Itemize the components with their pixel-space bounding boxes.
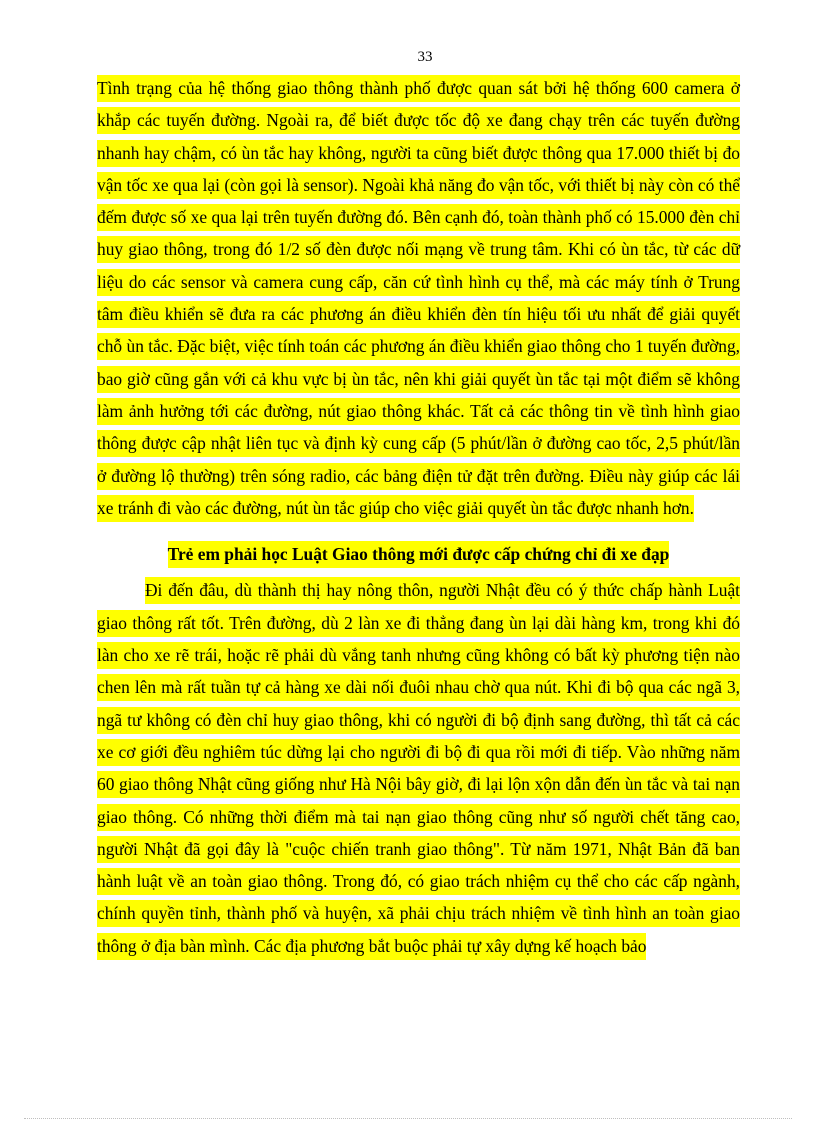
highlighted-text: Tình trạng của hệ thống giao thông thành phố được quan sát bởi hệ thống 600 camera ở khắp các tuyến đường. Ngoài ra, để biết được tốc độ xe đang chạy trên các tuyến đường nhanh hay chậm, có ùn tắc hay không, người ta cũng biết được thông qua 17.000 thiết bị đo vận tốc xe qua lại (còn gọi là sensor). Ngoài khả năng đo vận tốc, với thiết bị này còn có thể đếm được số xe qua lại trên tuyến đường đó. Bên cạnh đó, toàn thành phố có 15.000 đèn chỉ huy giao thông, trong đó 1/2 số đèn được nối mạng về trung tâm. Khi có ùn tắc, từ các dữ liệu do các sensor và camera cung cấp, căn cứ tình hình cụ thể, mà các máy tính ở Trung tâm điều khiển sẽ đưa ra các phương án điều khiển đèn tín hiệu tối ưu nhất để giải quyết chỗ ùn tắc. Đặc biệt, việc tính toán các phương án điều khiển giao thông cho 1 tuyến đường, bao giờ cũng gắn với cả khu vực bị ùn tắc, nên khi giải quyết ùn tắc tại một điểm sẽ không làm ảnh hưởng tới các đường, nút giao thông khác. Tất cả các thông tin về tình hình giao thông được cập nhật liên tục và định kỳ cung cấp (5 phút/lần ở đường cao tốc, 2,5 phút/lần ở đường lộ thường) trên sóng radio, các bảng điện tử đặt trên đường. Điều này giúp các lái xe tránh đi vào các đường, nút ùn tắc giúp cho việc giải quyết ùn tắc được nhanh hơn.	[97, 75, 740, 522]
paragraph-traffic-law	[97, 574, 740, 962]
page-number: 33	[417, 49, 433, 65]
highlighted-text: Đi đến đâu, dù thành thị hay nông thôn, người Nhật đều có ý thức chấp hành Luật giao thông rất tốt. Trên đường, dù 2 làn xe đi thẳng đang ùn lại dài hàng km, trong khi đó làn cho xe rẽ trái, hoặc rẽ phải dù vắng tanh nhưng cũng không có bất kỳ phương tiện nào chen lên mà rất tuần tự cả hàng xe dài nối đuôi nhau chờ qua nút. Khi đi bộ qua các ngã 3, ngã tư không có đèn chỉ huy giao thông, khi có người đi bộ định sang đường, thì tất cả các xe cơ giới đều nghiêm túc dừng lại cho người đi bộ đi qua rồi mới đi tiếp. Vào những năm 60 giao thông Nhật cũng giống như Hà Nội bây giờ, đi lại lộn xộn dẫn đến ùn tắc và tai nạn giao thông. Có những thời điểm mà tai nạn giao thông cũng như số người chết tăng cao, người Nhật đã gọi đây là "cuộc chiến tranh giao thông". Từ năm 1971, Nhật Bản đã ban hành luật về an toàn giao thông. Trong đó, có giao trách nhiệm cụ thể cho các cấp ngành, chính quyền tỉnh, thành phố và huyện, xã phải chịu trách nhiệm về tình hình an toàn giao thông ở địa bàn mình. Các địa phương bắt buộc phải tự xây dựng kế hoạch bảo	[97, 577, 740, 959]
page-bottom-divider	[24, 1118, 792, 1119]
section-heading	[97, 538, 740, 570]
heading-text: Trẻ em phải học Luật Giao thông mới được cấp chứng chỉ đi xe đạp	[168, 541, 670, 568]
document-body	[97, 72, 740, 962]
paragraph-traffic-monitoring	[97, 72, 740, 524]
